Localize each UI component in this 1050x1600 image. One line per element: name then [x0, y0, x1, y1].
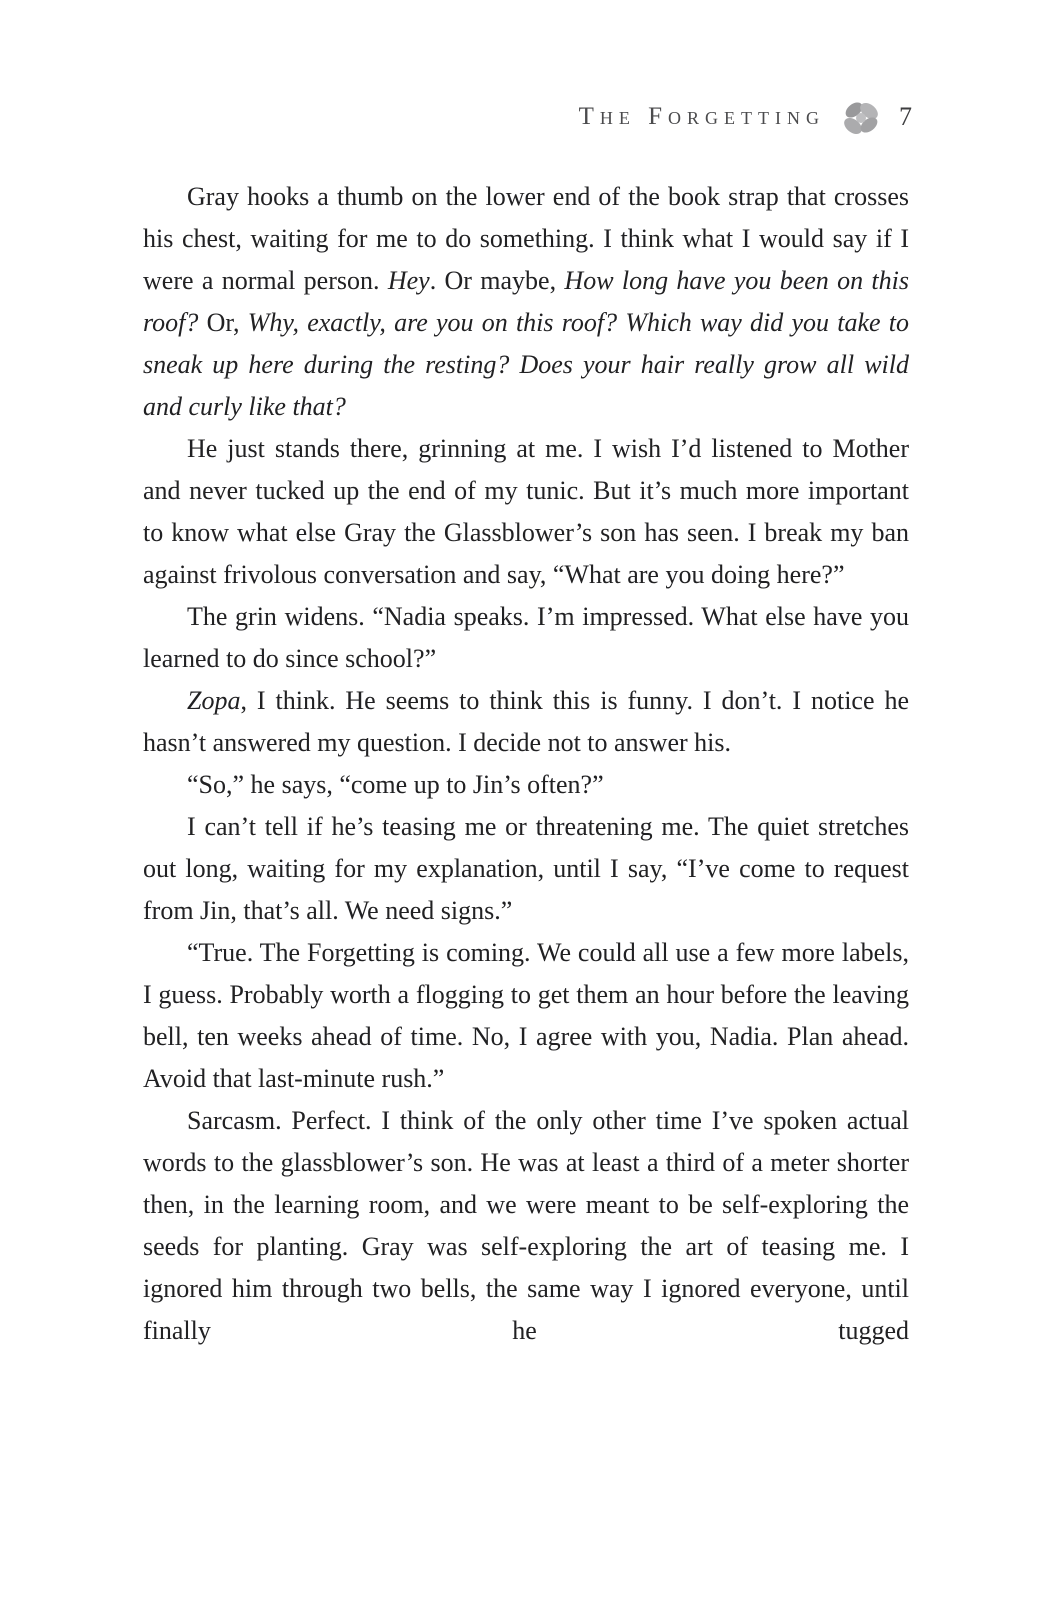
italic-text-run: Hey [387, 266, 430, 295]
page-text [143, 176, 909, 1352]
page-number: 7 [899, 102, 912, 131]
header-title: The Forgetting [578, 103, 825, 130]
text-run: “True. The Forgetting is coming. We could all use a few more labels, I guess. Probably worth a flogging to get them an hour before the leaving bell, ten weeks ahead of time. No, I agree with you, Nadia. Plan ahead. Avoid that last-minute rush.” [143, 938, 909, 1093]
paragraph [143, 680, 909, 764]
text-run: Or, [198, 308, 248, 337]
paragraph [143, 596, 909, 680]
text-run: . Or maybe, [429, 266, 565, 295]
paragraph [143, 932, 909, 1100]
text-run: The grin widens. “Nadia speaks. I’m impressed. What else have you learned to do since school?” [143, 602, 909, 673]
italic-text-run: How long have you been on this roof? [143, 266, 909, 337]
italic-text-run: Why, exactly, are you on this roof? Which way did you take to sneak up here during the resting? Does your hair really grow all wild and curly like that? [143, 308, 909, 421]
text-run: , I think. He seems to think this is funny. I don’t. I notice he hasn’t answered my question. I decide not to answer his. [143, 686, 909, 757]
text-run: Sarcasm. Perfect. I think of the only other time I’ve spoken actual words to the glassblower’s son. He was at least a third of a meter shorter then, in the learning room, and we were meant to be self-exploring the seeds for planting. Gray was self-exploring the art of teasing me. I ignored him through two bells, the same way I ignored everyone, until finally he tugged [143, 1106, 909, 1345]
paragraph [143, 428, 909, 596]
paragraph [143, 1100, 909, 1352]
flower-ornament-icon [840, 98, 882, 138]
text-run: Gray hooks a thumb on the lower end of the book strap that crosses his chest, waiting for me to do something. I think what I would say if I were a normal person. [143, 182, 909, 295]
text-run: I can’t tell if he’s teasing me or threatening me. The quiet stretches out long, waiting for my explanation, until I say, “I’ve come to request from Jin, that’s all. We need signs.” [143, 812, 909, 925]
text-run: “So,” he says, “come up to Jin’s often?” [187, 770, 604, 799]
paragraph [143, 806, 909, 932]
paragraph [143, 764, 909, 806]
text-run: He just stands there, grinning at me. I wish I’d listened to Mother and never tucked up the end of my tunic. But it’s much more important to know what else Gray the Glassblower’s son has seen. I break my ban against frivolous conversation and say, “What are you doing here?” [143, 434, 909, 589]
paragraph [143, 176, 909, 428]
italic-text-run: Zopa [187, 686, 241, 715]
running-header [579, 96, 912, 138]
